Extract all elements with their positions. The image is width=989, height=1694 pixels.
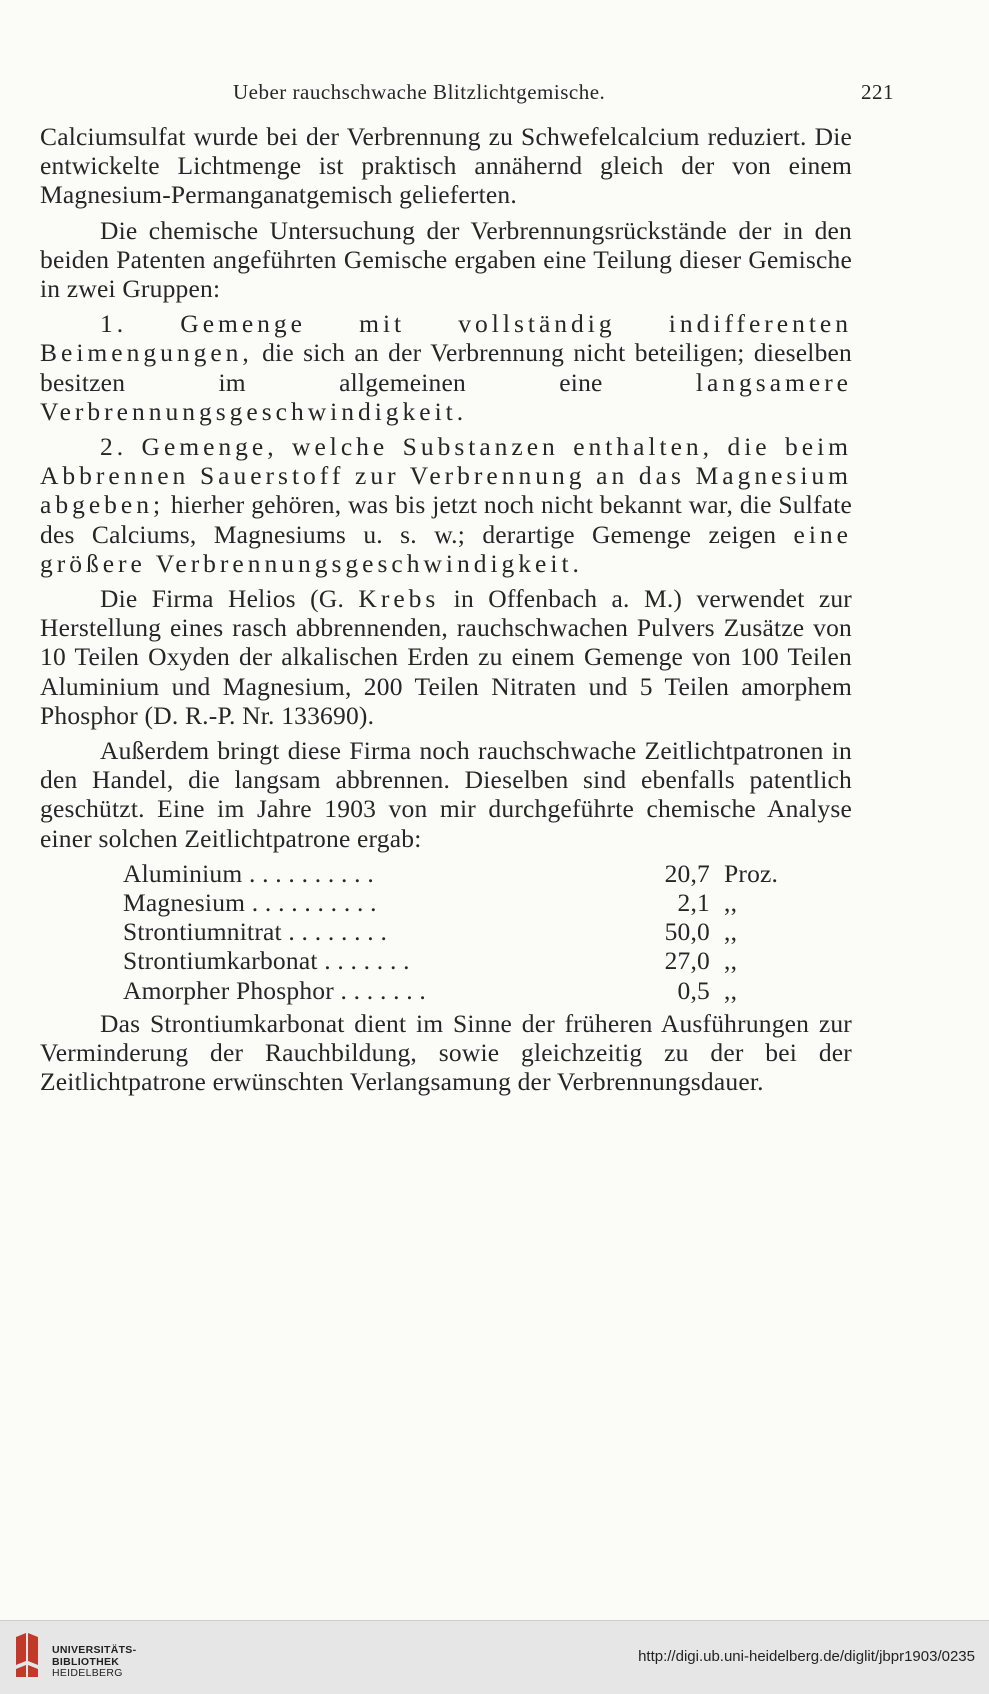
library-line-2: BIBLIOTHEK bbox=[52, 1655, 120, 1668]
library-line-3: HEIDELBERG bbox=[52, 1667, 123, 1679]
page-number: 221 bbox=[861, 80, 894, 104]
body-text bbox=[40, 122, 852, 1102]
paragraph-4-emphasis: eine größere Verbrennungsgeschwindigkeit. bbox=[40, 519, 852, 578]
paragraph-5-b: in Offenbach a. M.) verwendet zur Herstellung eines rasch abbrennenden, rauchschwachen Pulvers Zusätze von 10 Teilen Oxyden der alkalischen Erden zu einem Gemenge von 100 Teilen Aluminium und Magnesium, 200 Teilen Nitraten und 5 Teilen amorphem Phosphor (D. R.-P. Nr. 133690). bbox=[40, 584, 852, 730]
component-value: 20,7 bbox=[664, 858, 710, 888]
component-unit: ,, bbox=[724, 975, 738, 1005]
paragraph-4-lead: 2. Gemenge, welche Substanzen enthalten, die beim Abbrennen Sauerstoff zur Verbrennung an das Magnesium abgeben; bbox=[40, 432, 852, 520]
paragraph-6: Außerdem bringt diese Firma noch rauchschwache Zeitlichtpatronen in den Handel, die langsam abbrennen. Dieselben sind ebenfalls patentlich geschützt. Eine im Jahre 1903 von mir durchgeführte chemische Analyse einer solchen Zeitlichtpatrone ergab: bbox=[40, 736, 852, 853]
university-library-logo-icon bbox=[12, 1631, 42, 1679]
component-unit: ,, bbox=[724, 946, 738, 976]
paragraph-4 bbox=[40, 432, 852, 578]
paragraph-3-lead: 1. Gemenge mit vollständig indifferenten Beimengungen, bbox=[40, 309, 852, 368]
paragraph-5 bbox=[40, 584, 852, 730]
paragraph-3 bbox=[40, 309, 852, 426]
component-value: 0,5 bbox=[677, 975, 710, 1005]
source-url-link[interactable]: http://digi.ub.uni-heidelberg.de/diglit/jbpr1903/0235 bbox=[638, 1648, 975, 1665]
paragraph-1: Calciumsulfat wurde bei der Verbrennung zu Schwefelcalcium reduziert. Die entwickelte Lichtmenge ist praktisch annähernd gleich der von einem Magnesium-Permanganatgemisch gelieferten. bbox=[40, 122, 852, 210]
component-value: 2,1 bbox=[677, 888, 710, 918]
digitization-footer bbox=[0, 1620, 989, 1694]
paragraph-5-a: Die Firma Helios (G. bbox=[100, 584, 359, 614]
paragraph-3-emphasis: langsamere Verbrennungsgeschwindigkeit. bbox=[40, 367, 852, 426]
analysis-table bbox=[123, 859, 813, 1005]
paragraph-3-rest: die sich an der Verbrennung nicht beteiligen; dieselben besitzen im allgemeinen eine bbox=[40, 338, 852, 397]
table-row bbox=[123, 946, 813, 975]
library-line-1: UNIVERSITÄTS- bbox=[52, 1644, 137, 1656]
running-title: Ueber rauchschwache Blitzlichtgemische. bbox=[233, 80, 606, 104]
component-unit: Proz. bbox=[724, 858, 779, 888]
component-value: 50,0 bbox=[664, 917, 710, 947]
library-name bbox=[52, 1645, 136, 1680]
paragraph-4-rest: hierher gehören, was bis jetzt noch nicht bekannt war, die Sulfate des Calciums, Magnesiums u. s. w.; derartige Gemenge zeigen bbox=[40, 490, 852, 549]
paragraph-7: Das Strontiumkarbonat dient im Sinne der früheren Ausführungen zur Verminderung der Rauchbildung, sowie gleichzeitig zu der bei der Zeitlichtpatrone erwünschten Verlangsamung der Verbrennungsdauer. bbox=[40, 1008, 852, 1097]
paragraph-5-name: Krebs bbox=[358, 584, 440, 614]
paragraph-2: Die chemische Untersuchung der Verbrennungsrückstände der in den beiden Patenten angeführten Gemische ergaben eine Teilung dieser Gemische in zwei Gruppen: bbox=[40, 215, 852, 304]
table-row bbox=[123, 917, 813, 946]
component-value: 27,0 bbox=[664, 946, 710, 976]
component-name: Amorpher Phosphor . . . . . . . bbox=[123, 975, 426, 1005]
component-name: Magnesium . . . . . . . . . . bbox=[123, 888, 377, 918]
component-name: Aluminium . . . . . . . . . . bbox=[123, 858, 374, 888]
table-row bbox=[123, 859, 813, 888]
table-row bbox=[123, 976, 813, 1005]
component-unit: ,, bbox=[724, 888, 738, 918]
table-row bbox=[123, 888, 813, 917]
component-name: Strontiumkarbonat . . . . . . . bbox=[123, 946, 410, 976]
component-name: Strontiumnitrat . . . . . . . . bbox=[123, 917, 388, 947]
component-unit: ,, bbox=[724, 917, 738, 947]
